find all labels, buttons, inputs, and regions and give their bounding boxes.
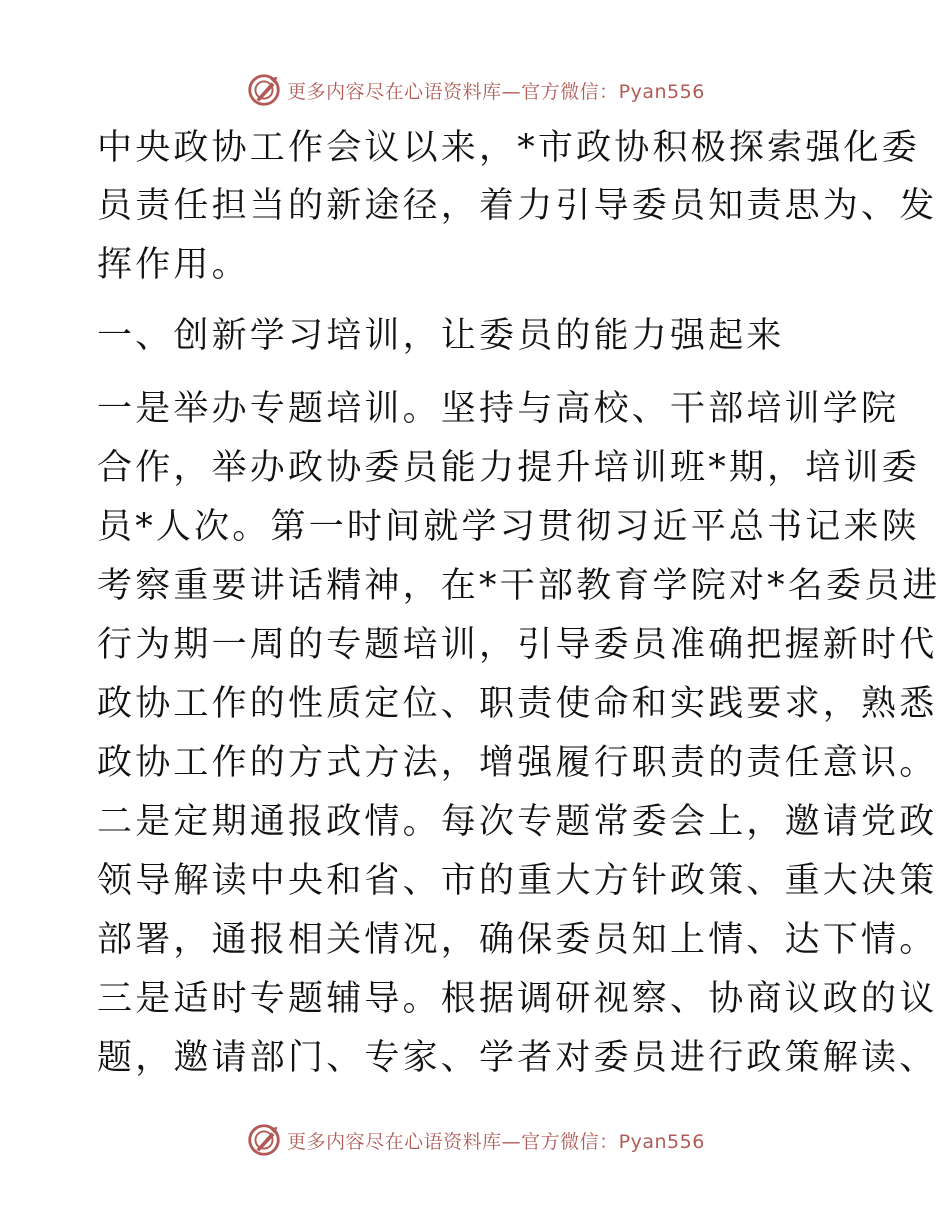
paragraph-2-line-5: 行为期一周的专题培训，引导委员准确把握新时代: [97, 625, 938, 665]
section-heading-1: 一、创新学习培训，让委员的能力强起来: [97, 316, 785, 356]
paragraph-1-line-1: 中央政协工作会议以来，*市政协积极探索强化委: [97, 128, 920, 168]
footer-watermark: [0, 1120, 950, 1160]
seal-logo-icon: [245, 71, 283, 109]
footer-watermark-text: 更多内容尽在心语资料库—官方微信：Pyan556: [287, 1130, 705, 1153]
paragraph-2-line-10: 部署，通报相关情况，确保委员知上情、达下情。: [97, 920, 938, 960]
paragraph-2-line-7: 政协工作的方式方法，增强履行职责的责任意识。: [97, 743, 938, 783]
paragraph-1-line-2: 员责任担当的新途径，着力引导委员知责思为、发: [97, 186, 938, 226]
paragraph-2-line-12: 题，邀请部门、专家、学者对委员进行政策解读、: [97, 1038, 938, 1078]
paragraph-2-line-3: 员*人次。第一时间就学习贯彻习近平总书记来陕: [97, 507, 920, 547]
paragraph-2-line-1: 一是举办专题培训。坚持与高校、干部培训学院: [97, 389, 900, 429]
paragraph-2-line-2: 合作，举办政协委员能力提升培训班*期，培训委: [97, 448, 920, 488]
paragraph-2-line-11: 三是适时专题辅导。根据调研视察、协商议政的议: [97, 979, 938, 1019]
paragraph-2-line-6: 政协工作的性质定位、职责使命和实践要求，熟悉: [97, 684, 938, 724]
paragraph-2-line-9: 领导解读中央和省、市的重大方针政策、重大决策: [97, 861, 938, 901]
seal-logo-icon: [245, 1121, 283, 1159]
header-watermark: [0, 70, 950, 110]
paragraph-2-line-8: 二是定期通报政情。每次专题常委会上，邀请党政: [97, 802, 938, 842]
paragraph-2-line-4: 考察重要讲话精神，在*干部教育学院对*名委员进: [97, 566, 941, 606]
header-watermark-text: 更多内容尽在心语资料库—官方微信：Pyan556: [287, 80, 705, 103]
paragraph-1-line-3: 挥作用。: [97, 245, 250, 285]
